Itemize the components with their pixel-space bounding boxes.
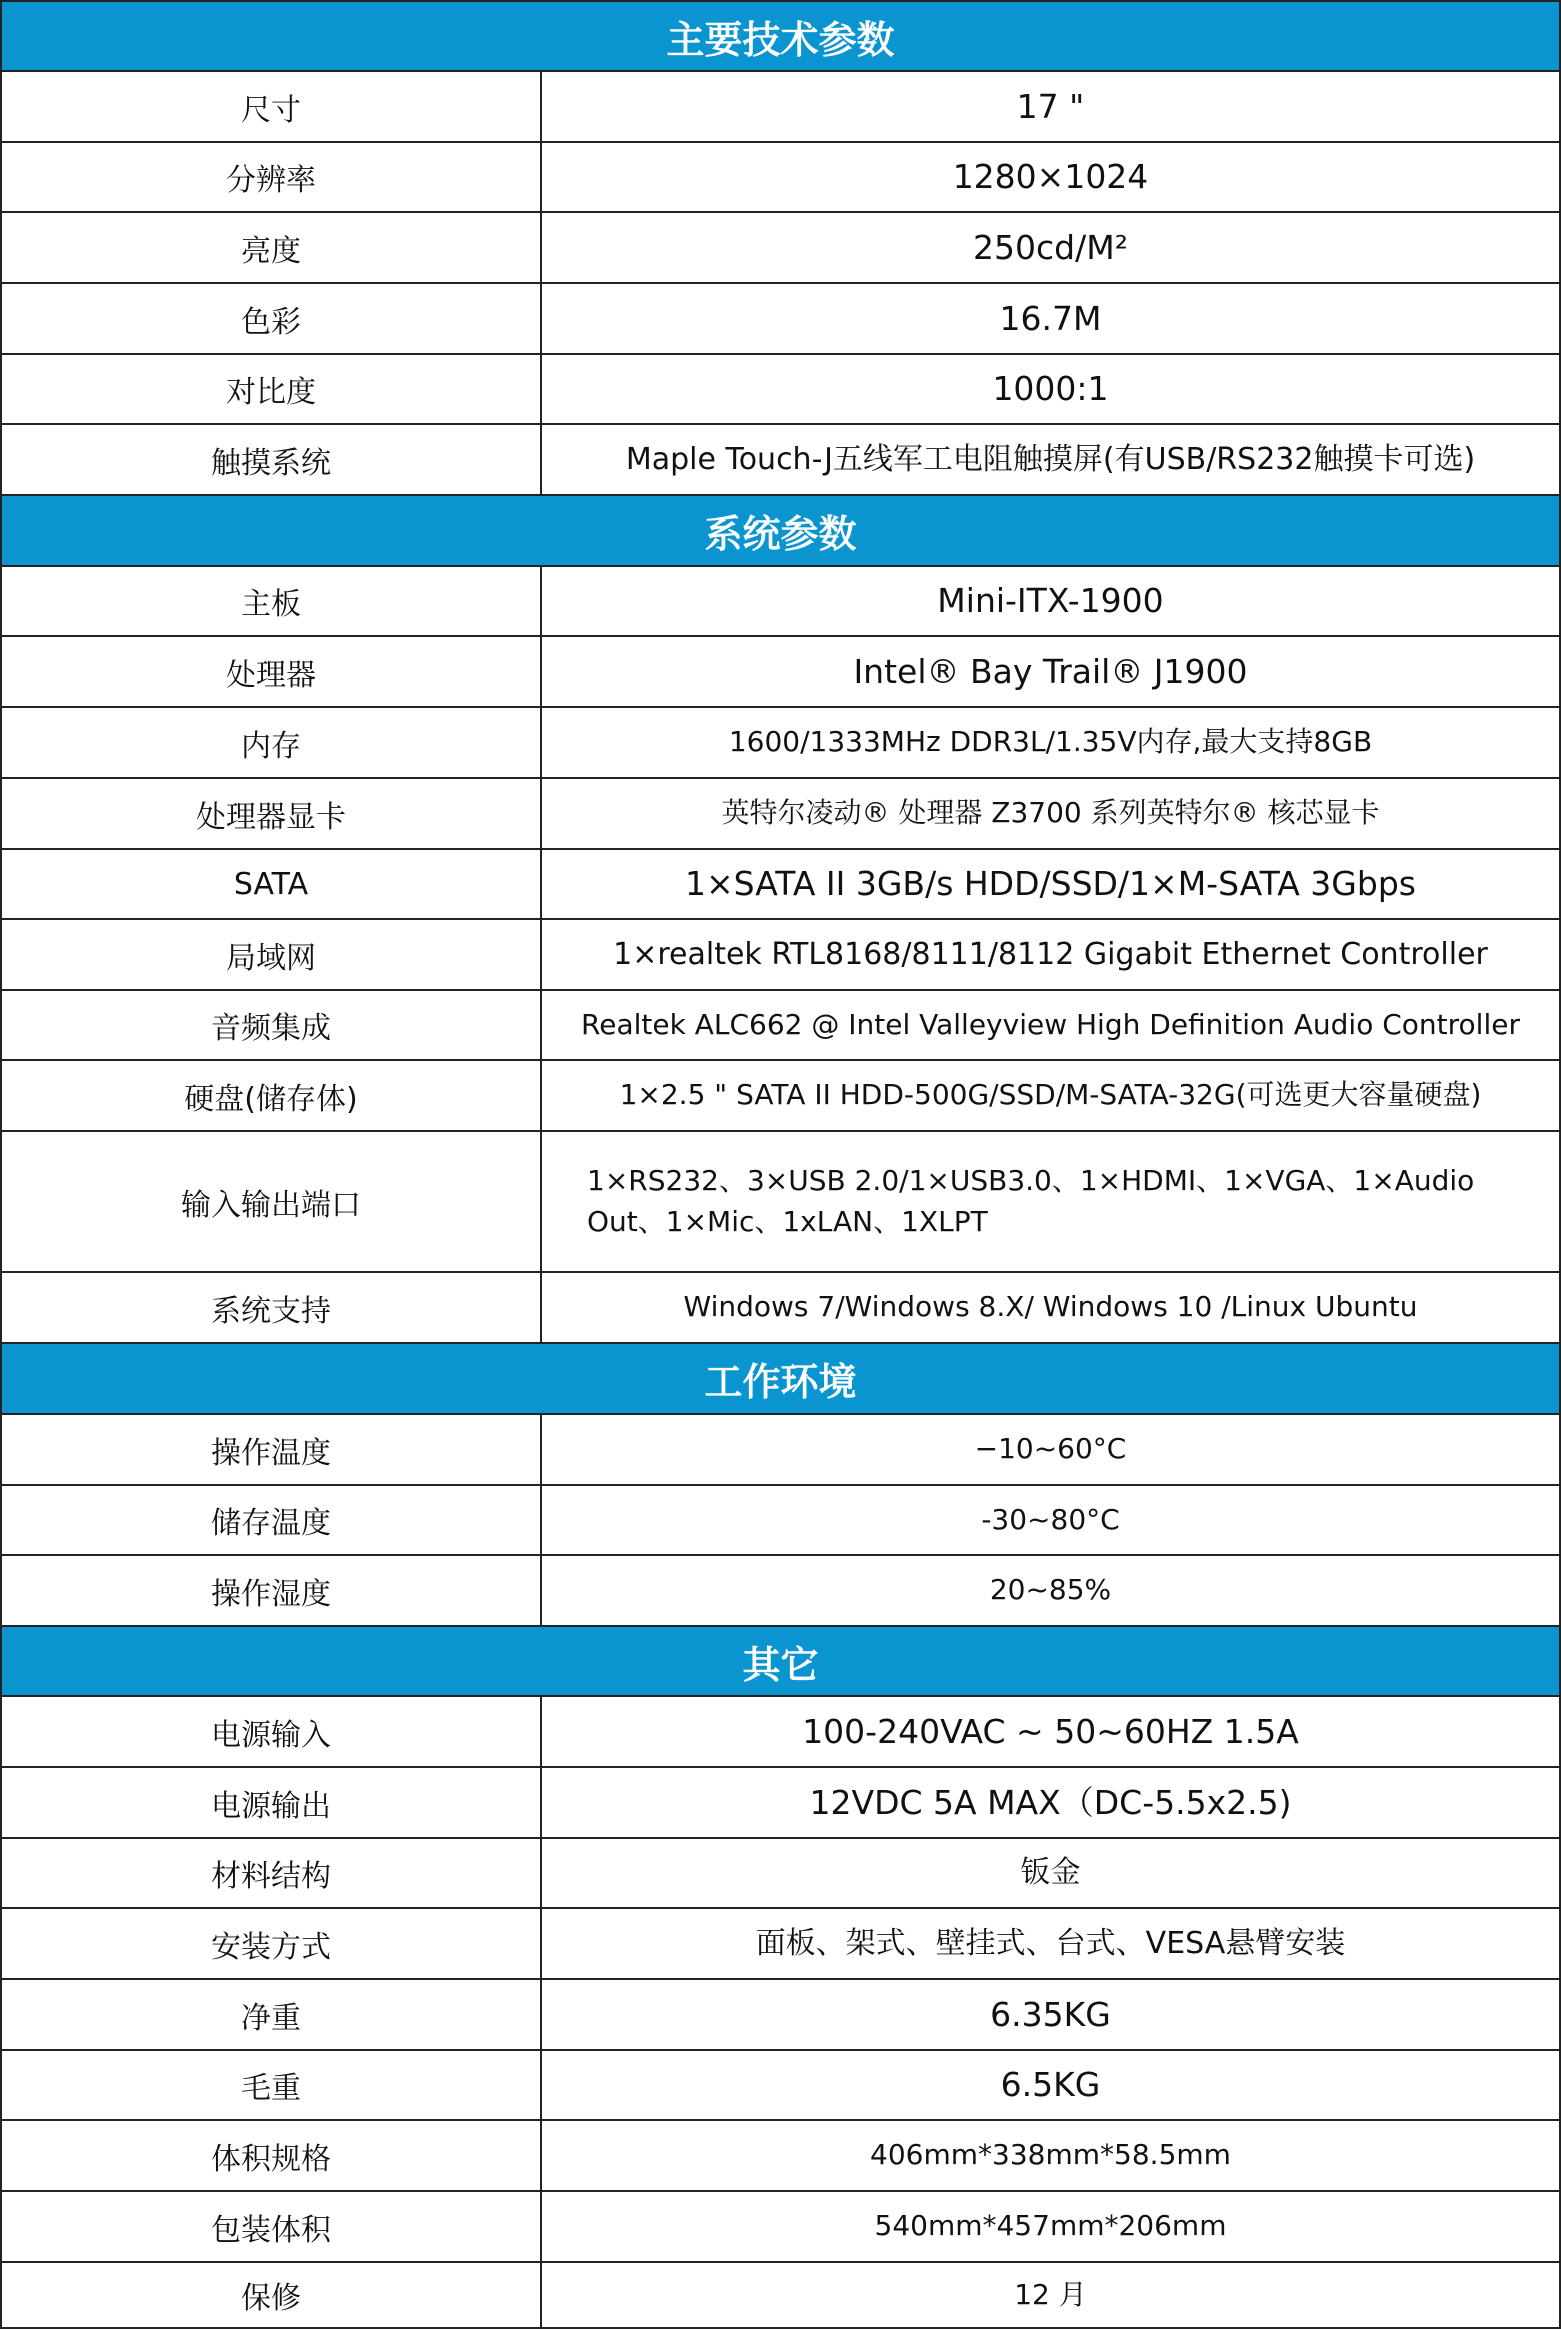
- table-row: [0, 1059, 1561, 1130]
- row-label: 输入输出端口: [2, 1132, 542, 1271]
- table-row: [0, 706, 1561, 777]
- row-label: 色彩: [2, 284, 542, 353]
- table-row: [0, 565, 1561, 635]
- row-label: 净重: [2, 1980, 542, 2049]
- row-value: 540mm*457mm*206mm: [874, 2209, 1227, 2243]
- row-label: 材料结构: [2, 1839, 542, 1907]
- table-row: [0, 1695, 1561, 1766]
- table-row: [0, 2190, 1561, 2261]
- row-label: 局域网: [2, 920, 542, 989]
- section-header-other: 其它: [0, 1625, 1561, 1695]
- table-row: [0, 282, 1561, 353]
- row-value: 406mm*338mm*58.5mm: [870, 2138, 1231, 2172]
- table-row: [0, 1484, 1561, 1554]
- row-value: Mini-ITX-1900: [937, 581, 1164, 621]
- row-label: 触摸系统: [2, 425, 542, 494]
- row-value: -30~80°C: [981, 1502, 1120, 1536]
- row-value: 20~85%: [989, 1573, 1112, 1607]
- row-value: 1×2.5 " SATA II HDD-500G/SSD/M-SATA-32G(可选更大容量硬盘): [619, 1078, 1482, 1112]
- table-row: [0, 1413, 1561, 1484]
- table-row: [0, 2261, 1561, 2329]
- row-value: 1×SATA II 3GB/s HDD/SSD/1×M-SATA 3Gbps: [685, 864, 1416, 904]
- row-label: 系统支持: [2, 1273, 542, 1342]
- row-value: 250cd/M²: [973, 227, 1128, 267]
- table-row: [0, 1554, 1561, 1625]
- table-row: [0, 918, 1561, 989]
- table-row: [0, 353, 1561, 423]
- row-value: 6.5KG: [1000, 2065, 1101, 2105]
- row-label: 体积规格: [2, 2121, 542, 2190]
- row-value: 1×RS232、3×USB 2.0/1×USB3.0、1×HDMI、1×VGA、1×Audio Out、1×Mic、1xLAN、1XLPT: [587, 1163, 1475, 1238]
- row-label: 对比度: [2, 355, 542, 423]
- row-value: 1×realtek RTL8168/8111/8112 Gigabit Ethernet Controller: [613, 936, 1488, 972]
- table-row: [0, 141, 1561, 211]
- row-value: 17 ": [1016, 86, 1085, 126]
- row-value: 1600/1333MHz DDR3L/1.35V内存,最大支持8GB: [728, 725, 1373, 759]
- table-row: [0, 2119, 1561, 2190]
- section-header-main-specs: 主要技术参数: [0, 0, 1561, 70]
- row-label: 尺寸: [2, 72, 542, 141]
- row-value: 6.35KG: [990, 1994, 1111, 2034]
- row-value: 12VDC 5A MAX（DC-5.5x2.5): [809, 1782, 1292, 1822]
- table-row: [0, 777, 1561, 848]
- row-value: Realtek ALC662 @ Intel Valleyview High Definition Audio Controller: [581, 1007, 1520, 1041]
- row-label: 保修: [2, 2263, 542, 2327]
- table-row: [0, 1271, 1561, 1342]
- table-row: [0, 1978, 1561, 2049]
- row-label: 操作温度: [2, 1415, 542, 1484]
- row-value: 英特尔凌动® 处理器 Z3700 系列英特尔® 核芯显卡: [721, 796, 1380, 830]
- row-value: Intel® Bay Trail® J1900: [853, 651, 1248, 691]
- row-label: 分辨率: [2, 143, 542, 211]
- row-value: 面板、架式、壁挂式、台式、VESA悬臂安装: [755, 1925, 1346, 1961]
- row-label: 电源输入: [2, 1697, 542, 1766]
- row-label: SATA: [2, 850, 542, 918]
- table-row: [0, 635, 1561, 706]
- row-label: 内存: [2, 708, 542, 777]
- row-label: 处理器显卡: [2, 779, 542, 848]
- section-header-system-specs: 系统参数: [0, 494, 1561, 565]
- row-label: 主板: [2, 567, 542, 635]
- row-value: 钣金: [1020, 1855, 1081, 1891]
- row-value: 16.7M: [999, 298, 1102, 338]
- row-label: 操作湿度: [2, 1556, 542, 1625]
- row-label: 电源输出: [2, 1768, 542, 1837]
- table-row: [0, 1907, 1561, 1978]
- section-header-environment: 工作环境: [0, 1342, 1561, 1413]
- row-label: 硬盘(储存体): [2, 1061, 542, 1130]
- table-row: [0, 211, 1561, 282]
- row-label: 安装方式: [2, 1909, 542, 1978]
- row-value: 100-240VAC ~ 50~60HZ 1.5A: [802, 1711, 1299, 1751]
- row-value: Windows 7/Windows 8.X/ Windows 10 /Linux Ubuntu: [683, 1290, 1418, 1324]
- row-value: Maple Touch-J五线军工电阻触摸屏(有USB/RS232触摸卡可选): [625, 441, 1476, 477]
- row-label: 音频集成: [2, 991, 542, 1059]
- table-row: [0, 2049, 1561, 2119]
- row-label: 储存温度: [2, 1486, 542, 1554]
- row-value: 1280×1024: [952, 157, 1149, 197]
- row-value: −10~60°C: [974, 1432, 1127, 1466]
- row-value: 12 月: [1014, 2277, 1087, 2311]
- table-row: [0, 848, 1561, 918]
- row-value: 1000:1: [992, 369, 1109, 409]
- row-label: 处理器: [2, 637, 542, 706]
- table-row: [0, 1766, 1561, 1837]
- row-label: 包装体积: [2, 2192, 542, 2261]
- table-row: [0, 1130, 1561, 1271]
- table-row: [0, 989, 1561, 1059]
- table-row: [0, 70, 1561, 141]
- table-row: [0, 423, 1561, 494]
- table-row: [0, 1837, 1561, 1907]
- row-label: 毛重: [2, 2051, 542, 2119]
- row-label: 亮度: [2, 213, 542, 282]
